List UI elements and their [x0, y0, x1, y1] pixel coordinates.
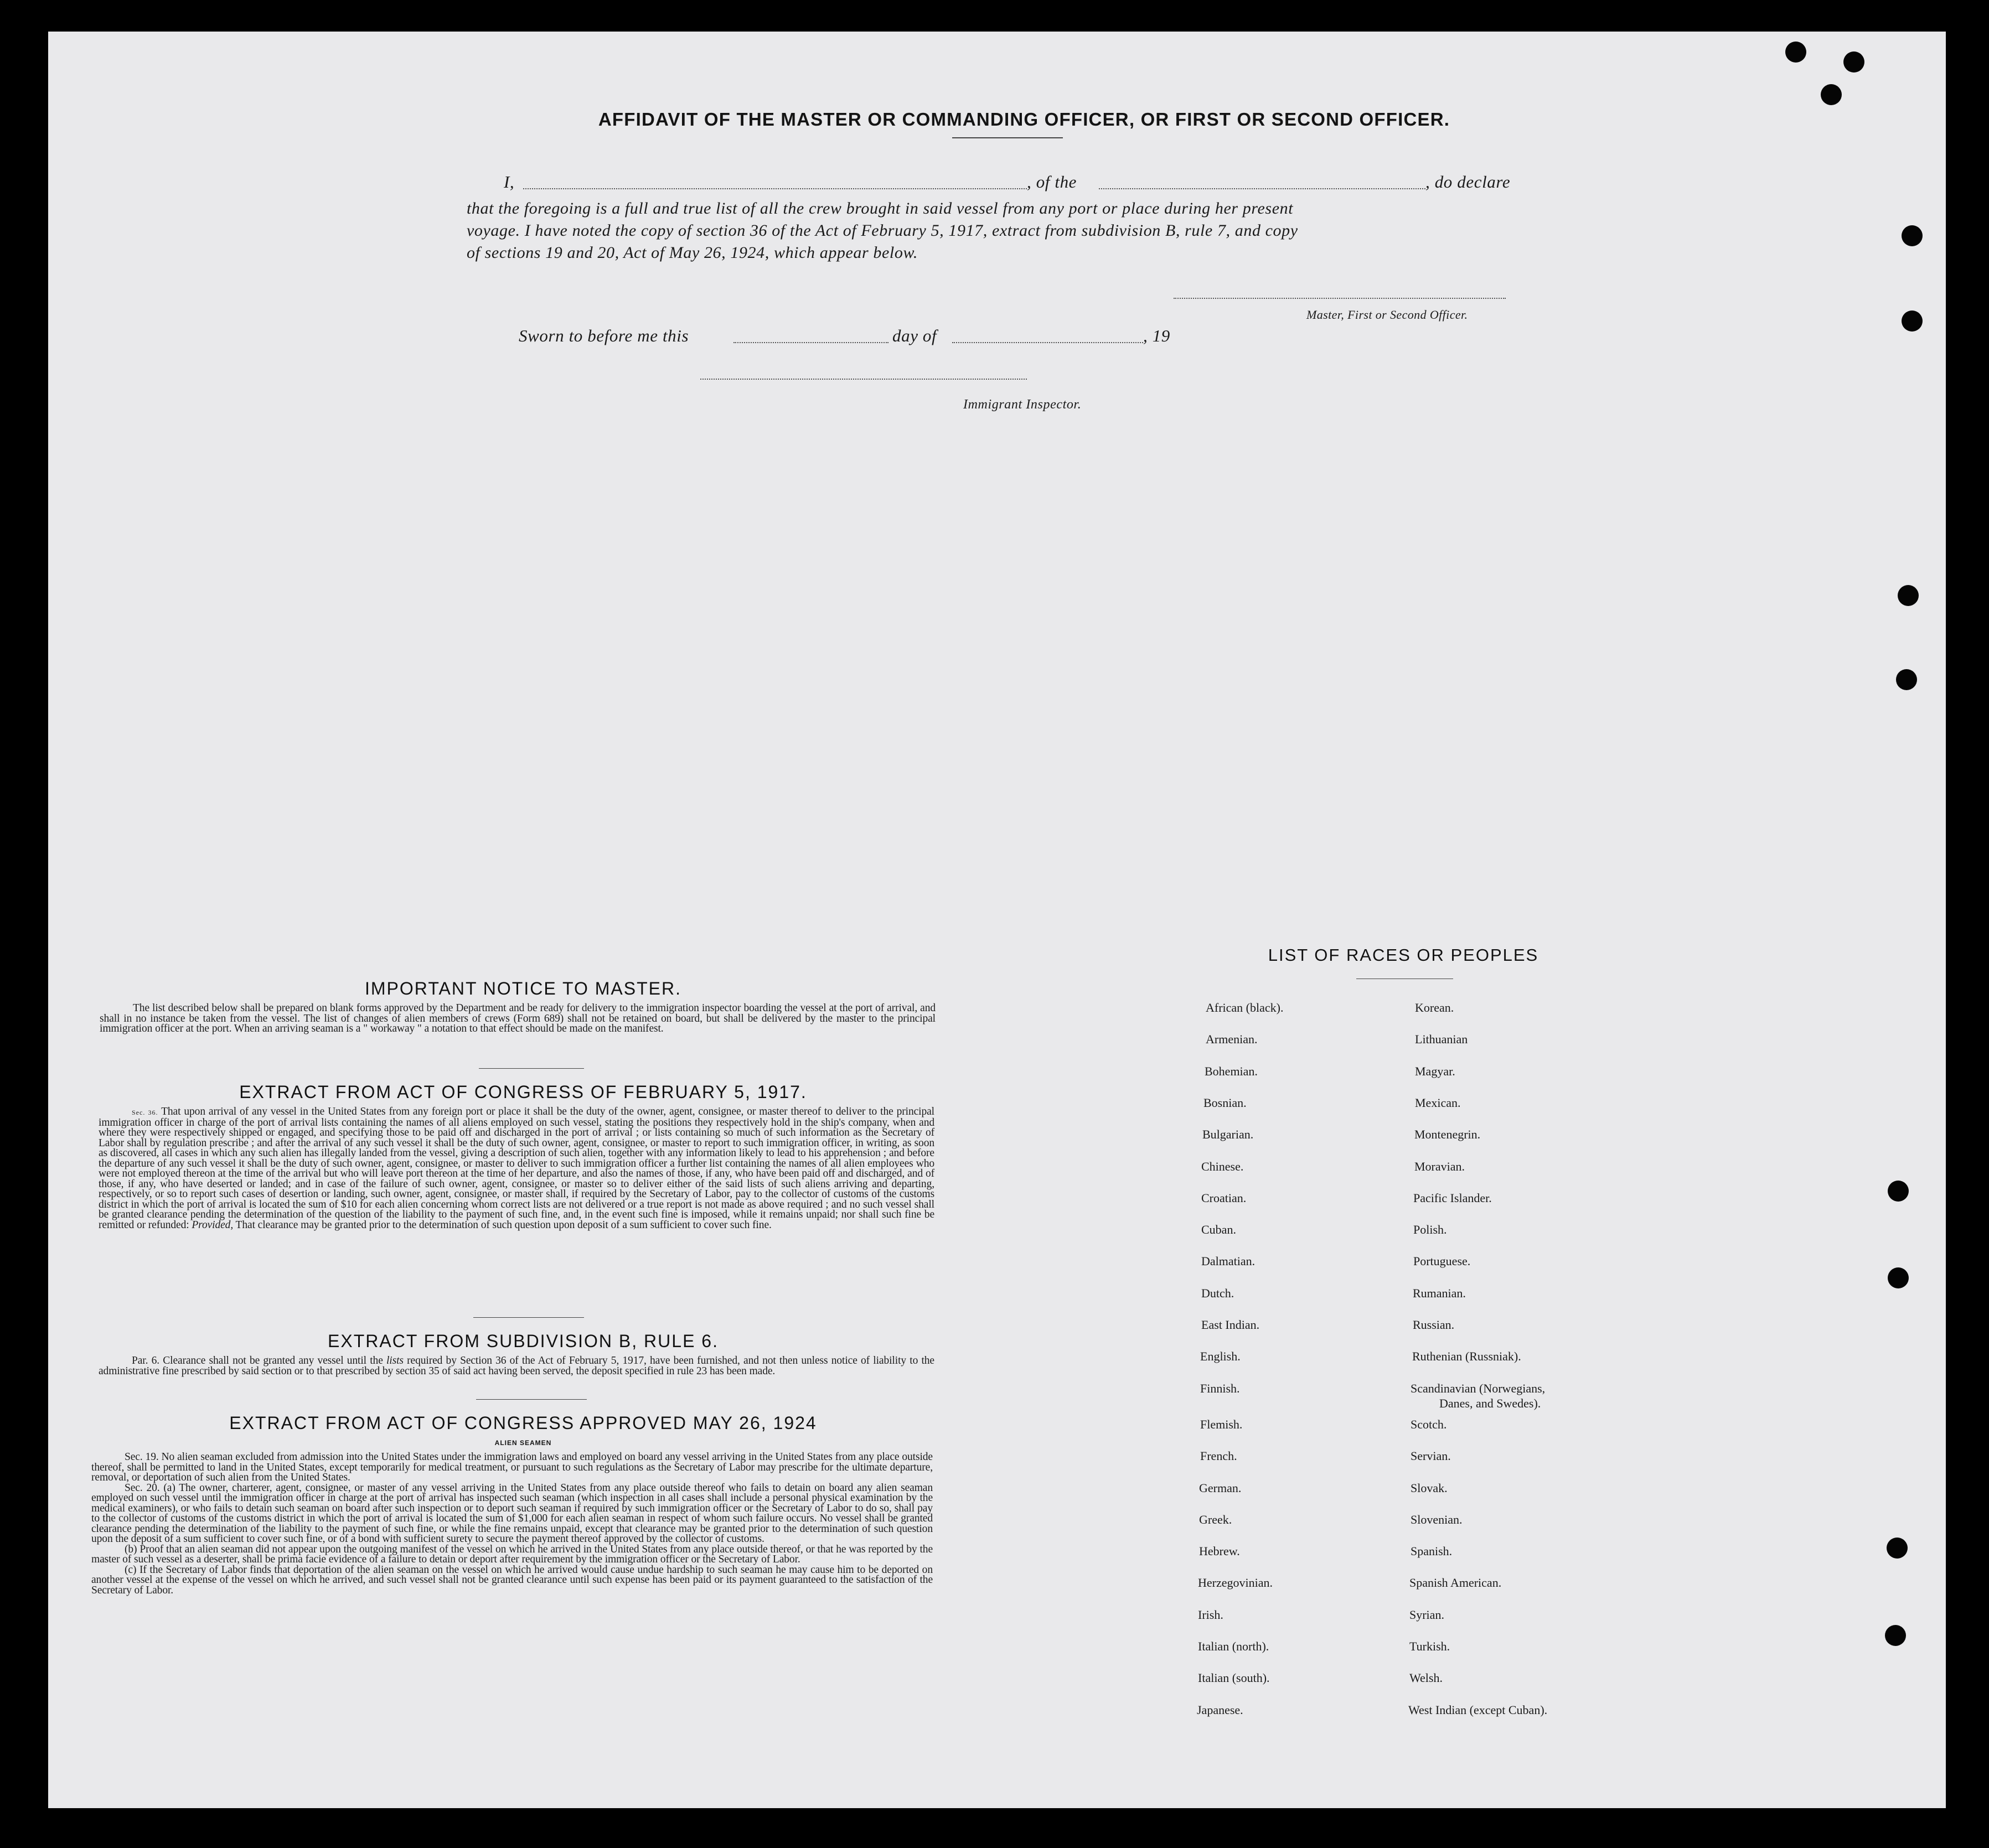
sec-19-text: Sec. 19. No alien seaman excluded from admission into the United States under the immigration laws and employed on board any vessel arriving in the United States from any place outside thereof, shall be permitted to land in the United States, except temporarily for medical treatment, or pursuant to such regulations as the Secretary of Labor may prescribe for the ultimate departure, removal, or deportation of such alien from the United States.: [91, 1451, 933, 1483]
do-declare-label: , do declare: [1425, 172, 1511, 191]
par-6-text-b: required by Section 36 of the Act of February 5, 1917, have been furnished, and not then unless notice of liability to the administrative fine prescribed by said section or to that prescribed by section 35 of said act having been served, the deposit specified in rule 23 has been made.: [99, 1355, 934, 1377]
sec-36-text: That upon arrival of any vessel in the United States from any foreign port or place it shall be the duty of the owner, agent, consignee, or master thereof to deliver to the principal immigration officer in charge of the port of arrival lists containing the names of all aliens employed on such vessel, stating the positions they respectively hold in the ship's company, when and where they were respectively shipped or engaged, and specifying those to be paid off and discharged in the port of arrival ; or lists containing so much of such information as the Secretary of Labor shall by regulation prescribe ; and after the arrival of any such vessel it shall be the duty of such owner, agent, consignee, or master to report to such immigration officer, in writing, as soon as discovered, all cases in which any such alien has illegally landed from the vessel, giving a description of such alien, together with any information likely to lead to his apprehension ; and before the departure of any such vessel it shall be the duty of such owner, agent, consignee, or master to deliver to such immigration officer a further list containing the names of all alien employees who were not employed thereon at the time of the arrival but who will leave port thereon at the time of her departure, and also the names of those, if any, who have been paid off and discharged, and of those, if any, who have deserted or landed; and in case of the failure of such owner, agent, consignee, or master so to deliver either of the said lists of such aliens arriving and departing, respectively, or so to report such cases of desertion or landing, such owner, agent, consignee, or master shall, if required by the Secretary of Labor, pay to the collector of customs of the customs district in which the port of arrival is located the sum of $10 for each alien concerning whom correct lists are not delivered or a true report is not made as above required ; and no such vessel shall be granted clearance pending the determination of the question of the liability to the payment of such fine, and, in the event such fine is imposed, while it remains unpaid; nor shall such fine be remitted or refunded:: [99, 1106, 935, 1231]
par-6-text-a: Par. 6. Clearance shall not be granted any vessel until the: [132, 1355, 383, 1366]
race-item: Chinese.: [1201, 1159, 1244, 1173]
races-title: LIST OF RACES OR PEOPLES: [1268, 945, 1539, 965]
race-item: English.: [1200, 1349, 1241, 1364]
race-item: Syrian.: [1409, 1607, 1444, 1622]
affidavit-body-1: that the foregoing is a full and true list of all the crew brought in said vessel from any port or place during her present: [467, 199, 1294, 218]
race-item: Bohemian.: [1205, 1064, 1258, 1078]
race-item: Dalmatian.: [1201, 1254, 1256, 1269]
race-item: Turkish.: [1409, 1639, 1450, 1653]
affidavit-i: I,: [504, 172, 515, 191]
race-item: Finnish.: [1200, 1381, 1240, 1395]
notice-paragraph: The list described below shall be prepared on blank forms approved by the Department and be ready for delivery to the immigration inspector boarding the vessel at the port of arrival, and shall in no instance be taken from the vessel. The list of changes of alien members of crews (Form 689) shall not be retained on board, but shall be delivered by the master to the principal immigration officer at the port. When an arriving seaman is a " workaway " a notation to that effect should be made on the manifest.: [100, 1002, 936, 1034]
race-item: Japanese.: [1197, 1702, 1243, 1717]
binder-hole: [1888, 1267, 1909, 1288]
binder-hole: [1902, 310, 1923, 332]
race-item: Croatian.: [1201, 1190, 1247, 1205]
race-item: Slovenian.: [1411, 1512, 1463, 1526]
binder-hole: [1885, 1625, 1906, 1646]
sworn-prefix: Sworn to before me this: [519, 326, 689, 345]
affidavit-body-3: of sections 19 and 20, Act of May 26, 1924, which appear below.: [467, 244, 918, 262]
binder-hole: [1896, 669, 1917, 690]
binder-hole: [1821, 84, 1842, 105]
sec-20a-text: Sec. 20. (a) The owner, charterer, agent, consignee, or master of any vessel arriving in the United States from any place outside thereof who fails to detain on board any alien seaman employed on such vessel until the immigration officer in charge at the port of arrival has inspected such seaman (which inspection in all cases shall include a personal physical examination by the medical examiners), or who fails to detain such seaman on board after such inspection or to deport such seaman if required by such immigration officer or the Secretary of Labor to do so, shall pay to the collector of customs of the customs district in which the port of arrival is located the sum of $1,000 for each alien seaman in respect of whom such failure occurs. No vessel shall be granted clearance pending the determination of the liability to the payment of such fine, or while the fine remains unpaid, except that clearance may be granted prior to the determination of such question upon the deposit of a sum sufficient to cover such fine, or of a bond with sufficient surety to secure the payment thereof approved by the collector of customs.: [91, 1482, 933, 1545]
race-item: Cuban.: [1201, 1223, 1236, 1237]
extract-1924-body: [91, 1452, 933, 1596]
race-item: Ruthenian (Russniak).: [1412, 1349, 1521, 1364]
race-item: Scotch.: [1411, 1417, 1447, 1431]
race-item: Rumanian.: [1413, 1286, 1466, 1300]
sec-20c-text: (c) If the Secretary of Labor finds that deportation of the alien seaman on the vessel on which he arrived would cause undue hardship to such seaman he may cause him to be deported on another vessel at the expense of the vessel on which he arrived, and such vessel shall not be granted clearance until such expense has been paid or its payment guaranteed to the satisfaction of the Secretary of Labor.: [91, 1564, 933, 1596]
binder-hole: [1887, 1538, 1908, 1559]
race-item: Dutch.: [1201, 1286, 1234, 1300]
race-item: Spanish.: [1411, 1544, 1453, 1559]
race-item: Mexican.: [1415, 1095, 1461, 1110]
race-item: East Indian.: [1201, 1318, 1260, 1332]
binder-hole: [1888, 1181, 1909, 1202]
race-item: Lithuanian: [1415, 1032, 1468, 1047]
race-item: Korean.: [1415, 1001, 1454, 1014]
binder-hole: [1785, 42, 1806, 63]
race-item: Italian (south).: [1198, 1671, 1270, 1685]
race-item: Pacific Islander.: [1413, 1190, 1492, 1205]
race-item: Irish.: [1198, 1607, 1223, 1622]
extract-1917-body: [99, 1107, 934, 1230]
race-item: West Indian (except Cuban).: [1408, 1702, 1548, 1717]
race-item: Herzegovinian.: [1198, 1576, 1273, 1590]
race-item: Magyar.: [1415, 1064, 1455, 1078]
of-the-label: , of the: [1027, 172, 1077, 191]
binder-hole: [1843, 51, 1864, 73]
race-item: German.: [1199, 1481, 1242, 1495]
sworn-day-blank[interactable]: [733, 342, 888, 343]
inspector-signature-line[interactable]: [700, 379, 1027, 380]
race-item: Armenian.: [1206, 1032, 1258, 1047]
sec-20b-text: (b) Proof that an alien seaman did not appear upon the outgoing manifest of the vessel on which he arrived in the United States from any place outside thereof, or that he was reported by the master of such vessel as a deserter, shall be prima facie evidence of a failure to detain or deport after requirement by the immigration officer or the Secretary of Labor.: [91, 1543, 933, 1565]
race-item: Servian.: [1411, 1449, 1451, 1463]
affidavit-body-2: voyage. I have noted the copy of section 36 of the Act of February 5, 1917, extract from subdivision B, rule 7, and copy: [467, 221, 1298, 240]
race-item: French.: [1200, 1449, 1237, 1463]
race-item: Moravian.: [1414, 1159, 1465, 1173]
provided-word: Provided,: [192, 1219, 234, 1231]
race-item: Slovak.: [1411, 1481, 1448, 1495]
race-item: Hebrew.: [1199, 1544, 1240, 1559]
extract-rule6-title: EXTRACT FROM SUBDIVISION B, RULE 6.: [328, 1331, 719, 1351]
extract-rule6-body: [99, 1356, 934, 1376]
title-divider: [952, 137, 1063, 138]
section-divider: [473, 1317, 584, 1318]
notice-body: [100, 1003, 936, 1034]
race-item: Greek.: [1199, 1512, 1232, 1526]
master-label: Master, First or Second Officer.: [1306, 308, 1468, 322]
race-item: African (black).: [1206, 1001, 1284, 1014]
race-item: Italian (north).: [1198, 1639, 1269, 1653]
race-item: Welsh.: [1409, 1671, 1443, 1685]
master-signature-line[interactable]: [1174, 298, 1506, 299]
race-item: Bosnian.: [1203, 1095, 1247, 1110]
extract-1917-title: EXTRACT FROM ACT OF CONGRESS OF FEBRUARY 5, 1917.: [239, 1082, 807, 1102]
race-item: Portuguese.: [1413, 1254, 1471, 1269]
section-divider: [476, 1399, 587, 1400]
sec-36-end: That clearance may be granted prior to the determination of such question upon deposit of a sum sufficient to cover such fine.: [235, 1219, 772, 1231]
lists-word: lists: [386, 1355, 404, 1366]
race-item: Spanish American.: [1409, 1576, 1502, 1590]
race-item-continuation: Danes, and Swedes).: [1439, 1396, 1541, 1410]
sworn-month-blank[interactable]: [952, 342, 1143, 343]
race-item: Polish.: [1413, 1223, 1447, 1237]
name-blank[interactable]: [523, 188, 1027, 189]
race-item: Bulgarian.: [1202, 1127, 1254, 1142]
notice-title: IMPORTANT NOTICE TO MASTER.: [365, 979, 681, 998]
race-item: Montenegrin.: [1414, 1127, 1481, 1142]
sworn-day-of: day of: [892, 326, 937, 345]
vessel-blank[interactable]: [1099, 188, 1425, 189]
race-item: Flemish.: [1200, 1417, 1243, 1431]
section-divider: [479, 1068, 584, 1069]
race-item: Russian.: [1413, 1318, 1455, 1332]
affidavit-title: AFFIDAVIT OF THE MASTER OR COMMANDING OFFICER, OR FIRST OR SECOND OFFICER.: [598, 109, 1450, 130]
alien-seamen-subtitle: ALIEN SEAMEN: [494, 1439, 552, 1447]
binder-hole: [1898, 585, 1919, 606]
extract-1924-title: EXTRACT FROM ACT OF CONGRESS APPROVED MAY 26, 1924: [229, 1413, 817, 1433]
binder-hole: [1902, 225, 1923, 246]
sworn-year: , 19: [1143, 326, 1170, 345]
sec-36-label: Sec. 36.: [132, 1109, 158, 1116]
inspector-label: Immigrant Inspector.: [963, 397, 1082, 412]
race-item: Scandinavian (Norwegians,: [1411, 1381, 1546, 1395]
